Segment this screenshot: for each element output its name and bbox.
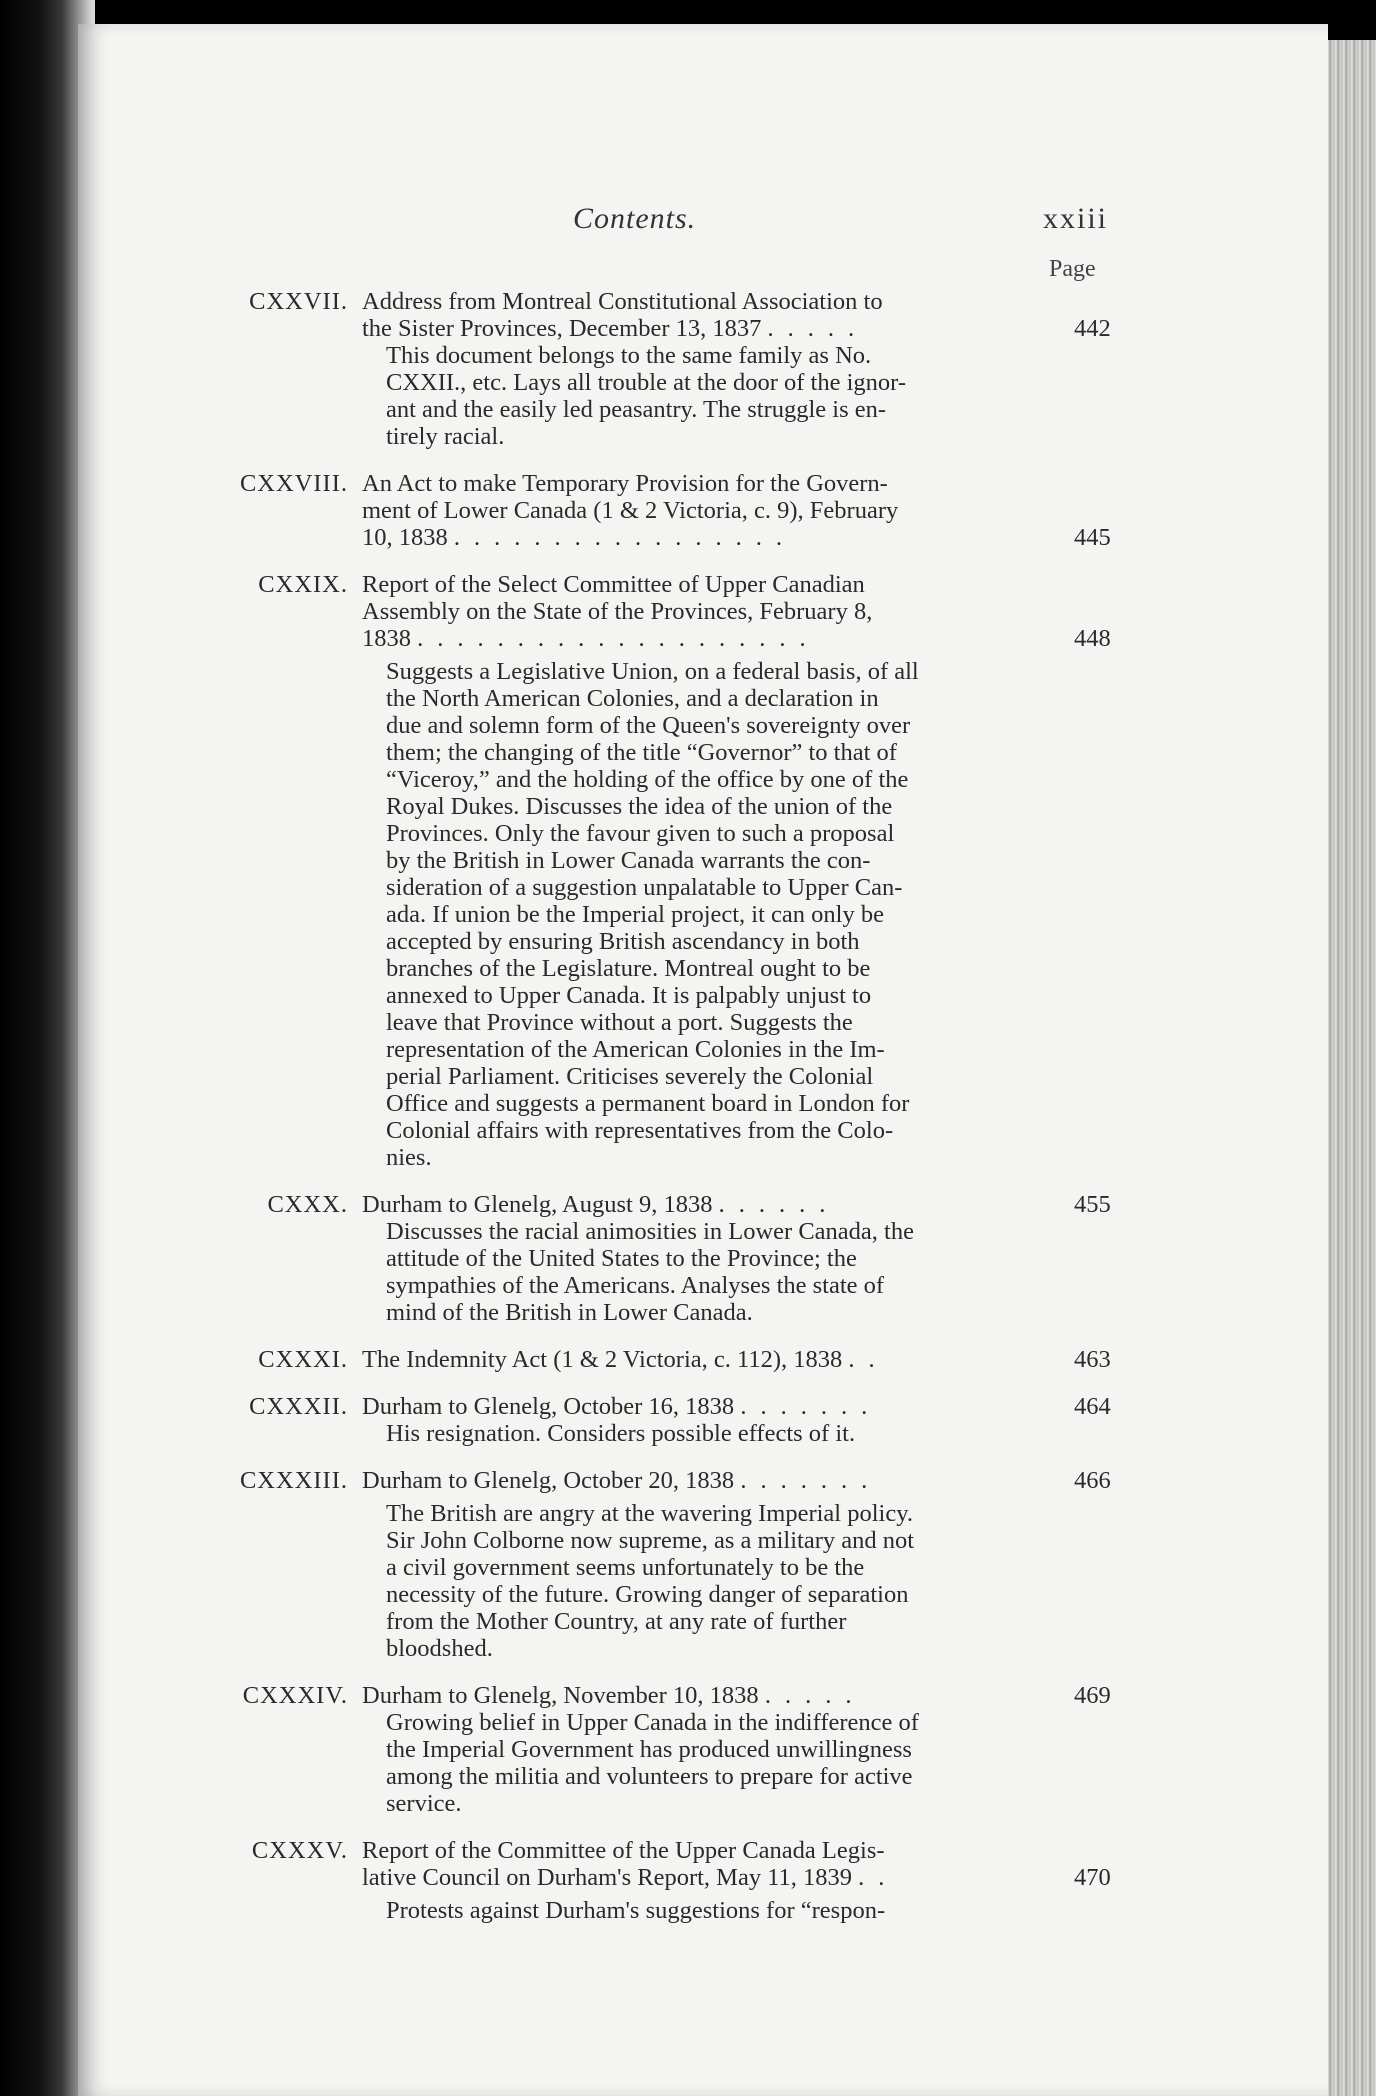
entry-page: 466: [1074, 1467, 1111, 1494]
entry-page: 469: [1074, 1682, 1111, 1709]
contents-entry: CXXXV. Report of the Committee of the Upper Canada Legis- lative Council on Durham's Report, May 11, 1839 .. 470 Protests against Durham's suggestions for “respon-: [78, 1837, 1328, 1924]
contents-entry: CXXX. Durham to Glenelg, August 9, 1838 ...... 455 Discusses the racial animosities in Lower Canada, the attitude of the United States to the Province; the sympathies of the Americans. Analyses the state of mind of the British in Lower Canada.: [78, 1191, 1328, 1326]
entry-page: 464: [1074, 1393, 1111, 1420]
entry-title-line: the Sister Provinces, December 13, 1837: [362, 315, 762, 342]
entry-page: 455: [1074, 1191, 1111, 1218]
entry-number: CXXX.: [267, 1191, 348, 1218]
entry-title-line: Report of the Select Committee of Upper Canadian: [362, 571, 865, 598]
entry-page: 470: [1074, 1864, 1111, 1891]
entry-description: Protests against Durham's suggestions for “respon-: [386, 1897, 886, 1924]
entry-title-line: 1838: [362, 625, 411, 652]
entry-description: Growing belief in Upper Canada in the indifference of the Imperial Government has produced unwillingness among the militia and volunteers to prepare for active service.: [386, 1709, 919, 1817]
entry-title-line: 10, 1838: [362, 524, 448, 551]
contents-list: [78, 288, 1328, 1944]
entry-number: CXXXIV.: [242, 1682, 348, 1709]
entry-number: CXXXIII.: [239, 1467, 348, 1494]
entry-title-line: Report of the Committee of the Upper Canada Legis-: [362, 1837, 885, 1864]
entry-title-line: Address from Montreal Constitutional Association to: [362, 288, 883, 315]
running-head-title: Contents.: [573, 202, 697, 235]
contents-entry: CXXXIII. Durham to Glenelg, October 20, 1838 ....... 466 The British are angry at the wavering Imperial policy. Sir John Colborne now supreme, as a military and not a civil government seems unfortunately to be the necessity of the future. Growing danger of separation from the Mother Country, at any rate of further bloodshed.: [78, 1467, 1328, 1662]
entry-description: Discusses the racial animosities in Lower Canada, the attitude of the United States to the Province; the sympathies of the Americans. Analyses the state of mind of the British in Lower Canada.: [386, 1218, 914, 1326]
contents-entry: CXXVII. Address from Montreal Constitutional Association to the Sister Provinces, December 13, 1837 ..... 442 This document belongs to the same family as No. CXXII., etc. Lays all trouble at the door of the ignor- ant and the easily led peasantry. The struggle is en- tirely racial.: [78, 288, 1328, 450]
entry-number: CXXIX.: [258, 571, 348, 598]
entry-number: CXXVIII.: [239, 470, 348, 497]
contents-entry: CXXIX. Report of the Select Committee of Upper Canadian Assembly on the State of the Provinces, February 8, 1838 .................... 448 Suggests a Legislative Union, on a federal basis, of all the North American Colonies, and a declaration in due and solemn form of the Queen's sovereignty over them; the changing of the title “Governor” to that of “Viceroy,” and the holding of the office by one of the Royal Dukes. Discusses the idea of the union of the Provinces. Only the favour given to such a proposal by the British in Lower Canada warrants the con- sideration of a suggestion unpalatable to Upper Can- ada. If union be the Imperial project, it can only be accepted by ensuring British ascendancy in both branches of the Legislature. Montreal ought to be annexed to Upper Canada. It is palpably unjust to leave that Province without a port. Suggests the representation of the American Colonies in the Im- perial Parliament. Criticises severely the Colonial Office and suggests a permanent board in London for Colonial affairs with representatives from the Colo- nies.: [78, 571, 1328, 1171]
entry-description: The British are angry at the wavering Imperial policy. Sir John Colborne now supreme, as a military and not a civil government seems unfortunately to be the necessity of the future. Growing danger of separation from the Mother Country, at any rate of further bloodshed.: [386, 1500, 915, 1662]
entry-title-line: Durham to Glenelg, November 10, 1838: [362, 1682, 759, 1709]
entry-number: CXXVII.: [249, 288, 348, 315]
entry-page: 442: [1074, 315, 1111, 342]
entry-title-line: Assembly on the State of the Provinces, February 8,: [362, 598, 873, 625]
contents-entry: CXXXIV. Durham to Glenelg, November 10, 1838 ..... 469 Growing belief in Upper Canada in the indifference of the Imperial Government has produced unwillingness among the militia and volunteers to prepare for active service.: [78, 1682, 1328, 1817]
running-head: [78, 202, 1328, 252]
entry-title-line: The Indemnity Act (1 & 2 Victoria, c. 112), 1838: [362, 1346, 843, 1373]
entry-number: CXXXV.: [251, 1837, 348, 1864]
entry-title-line: Durham to Glenelg, October 16, 1838: [362, 1393, 735, 1420]
entry-description: Suggests a Legislative Union, on a federal basis, of all the North American Colonies, and a declaration in due and solemn form of the Queen's sovereignty over them; the changing of the title “Governor” to that of “Viceroy,” and the holding of the office by one of the Royal Dukes. Discusses the idea of the union of the Provinces. Only the favour given to such a proposal by the British in Lower Canada warrants the con- sideration of a suggestion unpalatable to Upper Can- ada. If union be the Imperial project, it can only be accepted by ensuring British ascendancy in both branches of the Legislature. Montreal ought to be annexed to Upper Canada. It is palpably unjust to leave that Province without a port. Suggests the representation of the American Colonies in the Im- perial Parliament. Criticises severely the Colonial Office and suggests a permanent board in London for Colonial affairs with representatives from the Colo- nies.: [386, 658, 919, 1171]
page-edges: [1322, 40, 1376, 2096]
entry-title-line: Durham to Glenelg, October 20, 1838: [362, 1467, 735, 1494]
entry-number: CXXXI.: [258, 1346, 348, 1373]
entry-description: This document belongs to the same family as No. CXXII., etc. Lays all trouble at the door of the ignor- ant and the easily led peasantry. The struggle is en- tirely racial.: [386, 342, 906, 450]
entry-title-line: An Act to make Temporary Provision for the Govern-: [362, 470, 888, 497]
page-column-label: Page: [1049, 256, 1096, 282]
contents-entry: CXXXII. Durham to Glenelg, October 16, 1838 ....... 464 His resignation. Considers possible effects of it.: [78, 1393, 1328, 1447]
entry-page: 463: [1074, 1346, 1111, 1373]
entry-title-line: lative Council on Durham's Report, May 11, 1839: [362, 1864, 853, 1891]
running-head-page-number: xxiii: [1043, 202, 1109, 235]
entry-page: 448: [1074, 625, 1111, 652]
book-page: [78, 24, 1328, 2096]
contents-entry: CXXVIII. An Act to make Temporary Provision for the Govern- ment of Lower Canada (1 & 2 Victoria, c. 9), February 10, 1838 ................. 445: [78, 470, 1328, 551]
contents-entry: CXXXI. The Indemnity Act (1 & 2 Victoria, c. 112), 1838 .. 463: [78, 1346, 1328, 1373]
entry-number: CXXXII.: [249, 1393, 348, 1420]
entry-description: His resignation. Considers possible effects of it.: [386, 1420, 856, 1447]
entry-title-line: ment of Lower Canada (1 & 2 Victoria, c. 9), February: [362, 497, 899, 524]
entry-title-line: Durham to Glenelg, August 9, 1838: [362, 1191, 713, 1218]
entry-page: 445: [1074, 524, 1111, 551]
